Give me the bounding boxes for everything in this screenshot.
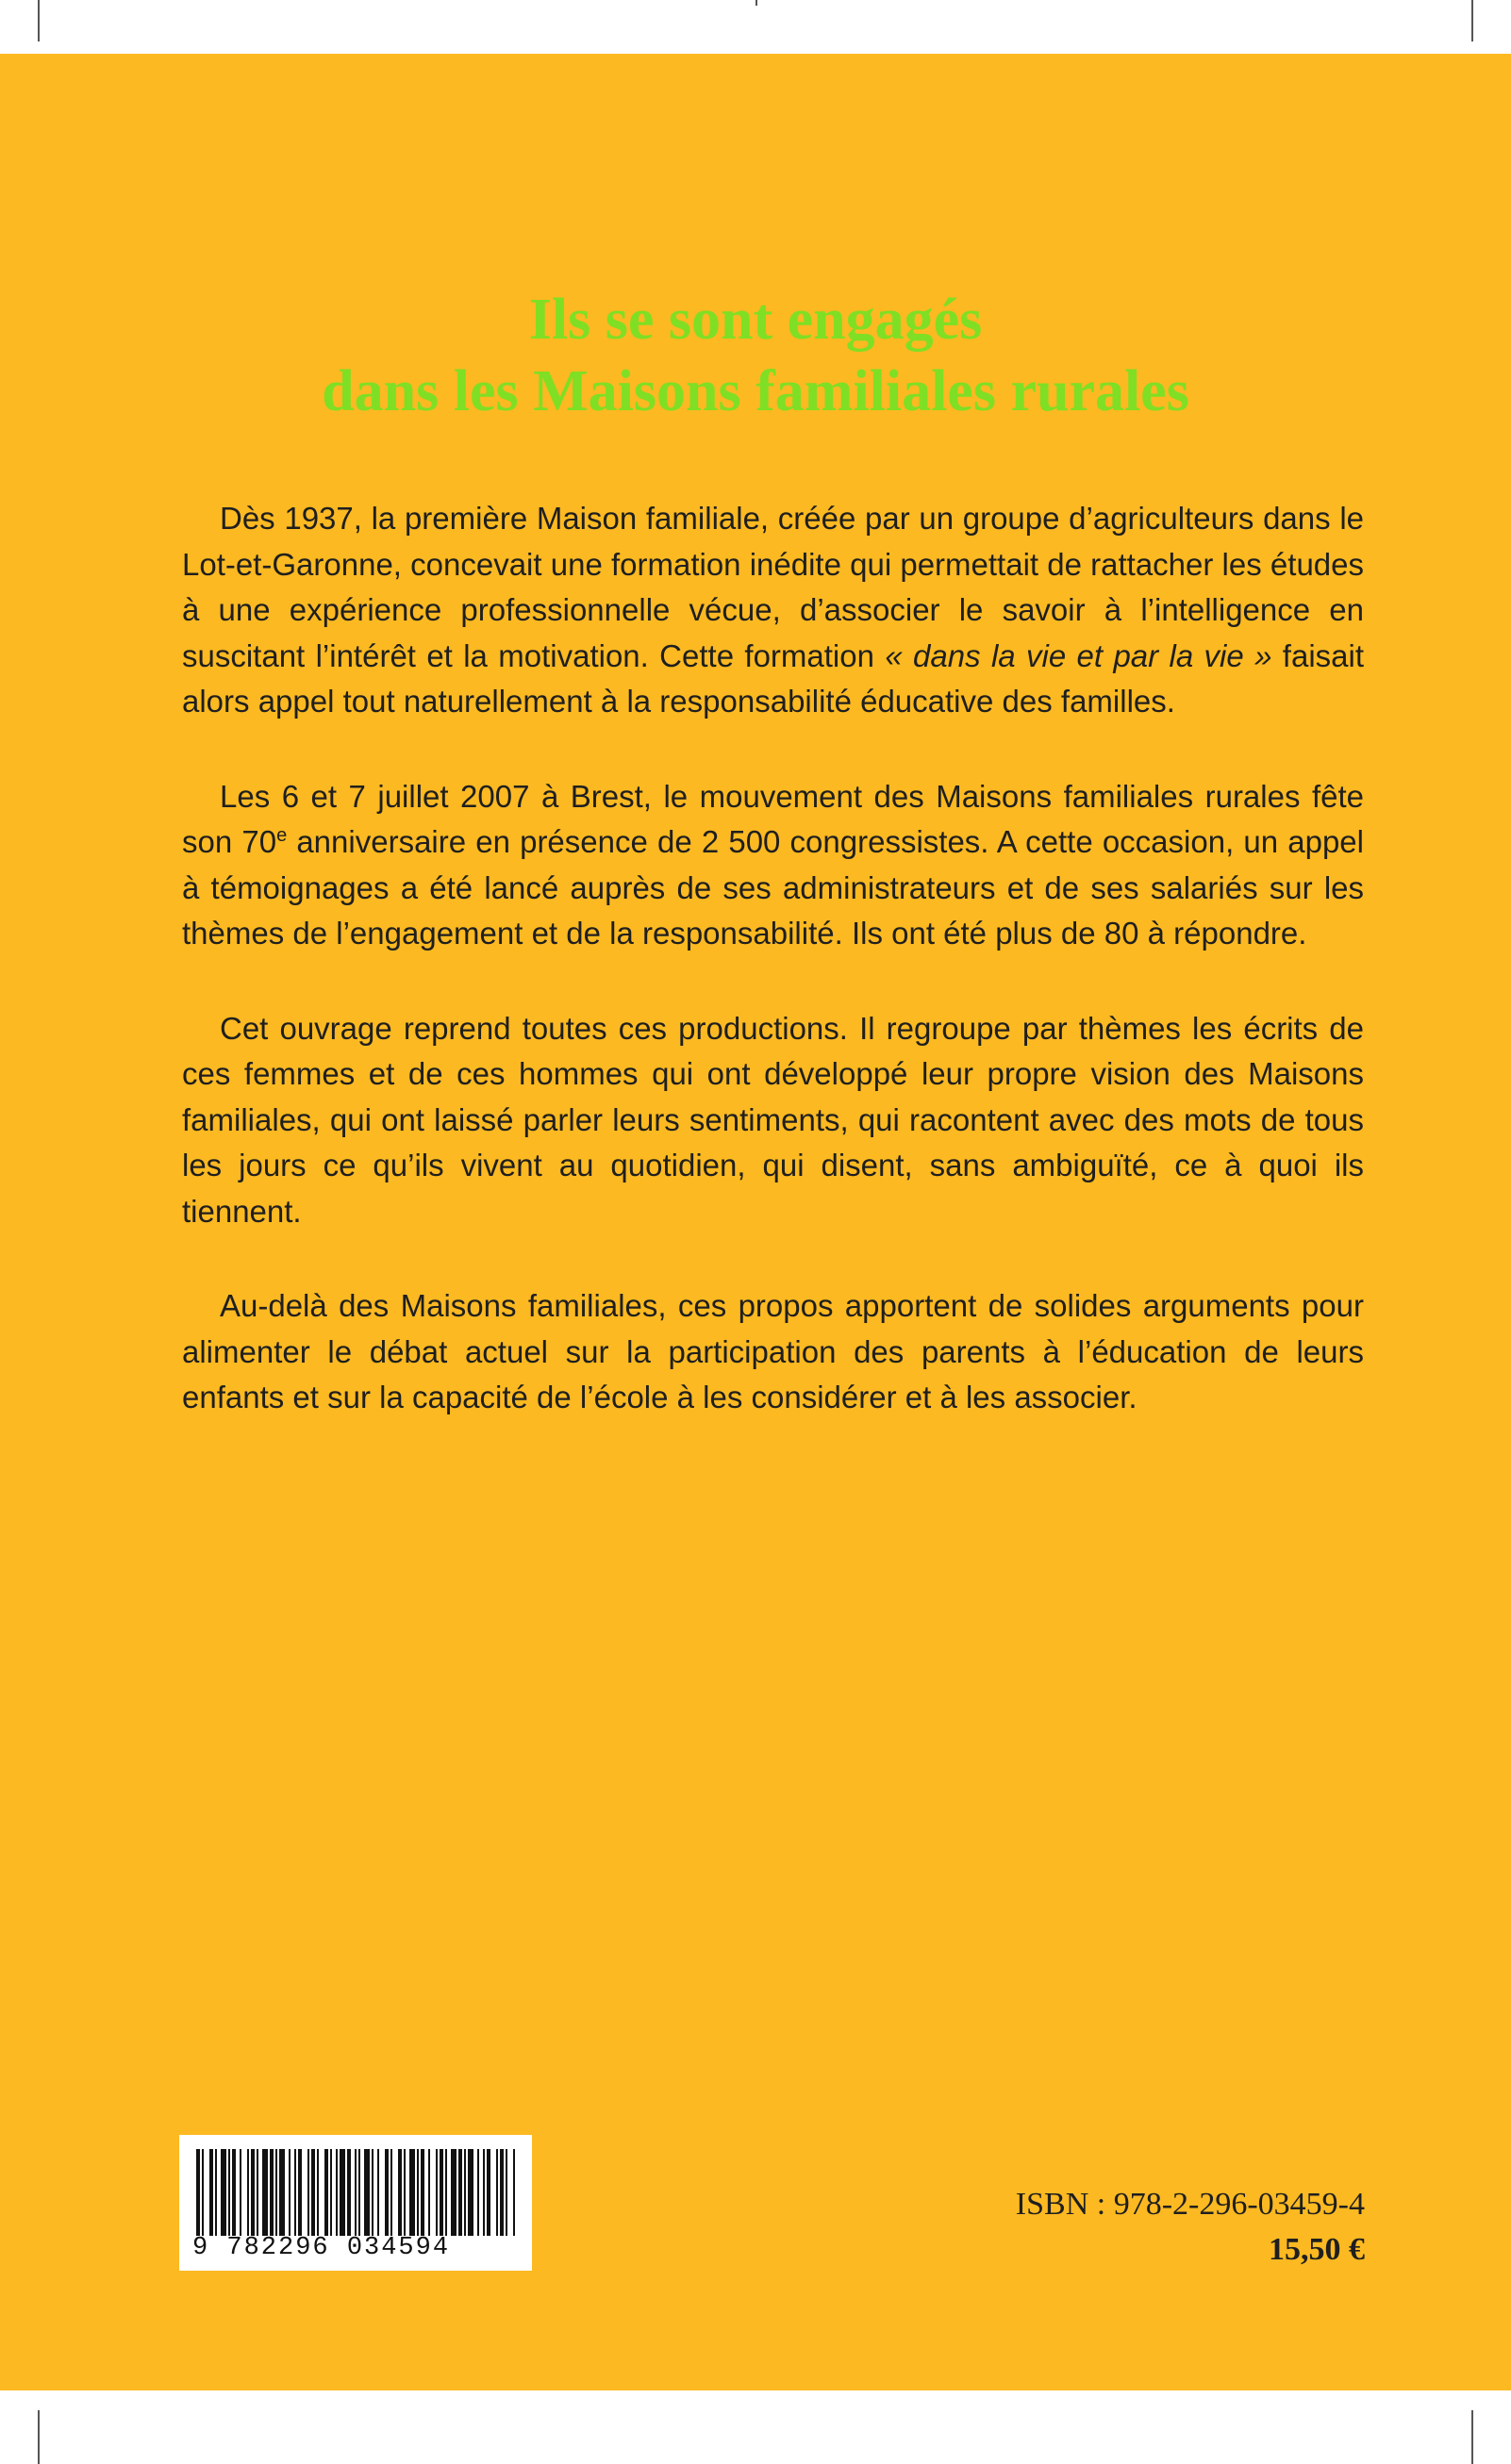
barcode-bar [232,2149,236,2236]
barcode-bar [270,2149,274,2236]
barcode-digits: 9 782296 034594 [192,2234,451,2262]
barcode-bar [377,2149,379,2236]
barcode-bar [317,2149,319,2236]
crop-mark-bottom-right [1471,2410,1473,2464]
price: 15,50 € [1269,2232,1365,2267]
barcode-bar [240,2149,241,2236]
barcode-bar [468,2149,473,2236]
blurb [182,496,1364,1470]
barcode-bar [428,2149,430,2236]
barcode-bar [372,2149,374,2236]
barcode-bar [298,2149,302,2236]
barcode-bar [209,2149,213,2236]
barcode-bar [445,2149,447,2236]
barcode-bar [417,2149,419,2236]
barcode-bar [228,2149,230,2236]
barcode-bar [385,2149,389,2236]
barcode-bar [464,2149,466,2236]
barcode-bar [307,2149,309,2236]
barcode-bar [355,2149,357,2236]
superscript-e: e [276,825,288,846]
paragraph-3: Cet ouvrage reprend toutes ces productions. Il regroupe par thèmes les écrits de ces femmes et de ces hommes qui ont développé leur propre vision des Maisons familiales, qui ont laissé parler leurs sentiments, qui racontent avec des mots de tous les jours ce qu’ils vivent au quotidien, qui disent, sans ambiguïté, ce à quoi ils tiennent. [182,1010,1364,1229]
barcode-bar [221,2149,226,2236]
paragraph-1: Dès 1937, la première Maison familiale, créée par un groupe d’agriculteurs dans le Lot-et-Garonne, concevait une formation inédite qui permettait de rattacher les études à une expérience professionnelle vécue, d’associer le savoir à l’intelligence en suscitant l’intérêt et la motivation. Cette formation « dans la vie et par la vie » faisait alors appel tout naturellement à la responsabilité éducative des familles. [182,501,1365,719]
barcode-bar [390,2149,392,2236]
barcode-bar [215,2149,217,2236]
barcode-bar [340,2149,345,2236]
barcode-bar [247,2149,249,2236]
barcode-bars [196,2149,515,2236]
barcode-bar [275,2149,277,2236]
barcode-bar [506,2149,507,2236]
barcode-bar [487,2149,490,2236]
barcode [179,2135,532,2271]
paragraph-2: Les 6 et 7 juillet 2007 à Brest, le mouvement des Maisons familiales rurales fête son 70e anniversaire en présence de 2 500 congressistes. A cette occasion, un appel à témoignages a été lancé auprès de ses administrateurs et de ses salariés sur les thèmes de l’engagement et de la responsabilité. Ils ont été plus de 80 à répondre. [182,778,1364,951]
barcode-bar [477,2149,479,2236]
barcode-bar [311,2149,315,2236]
paragraph-4: Au-delà des Maisons familiales, ces propos apportent de solides arguments pour alimenter le débat actuel sur la participation des parents à l’éducation de leurs enfants et sur la capacité de l’école à les considérer et à les associer. [182,1288,1364,1414]
title-line-2: dans les Maisons familiales rurales [322,359,1189,423]
barcode-bar [324,2149,328,2236]
barcode-bar [404,2149,406,2236]
book-title [0,284,1511,427]
crop-mark-top-left [38,0,40,41]
barcode-bar [196,2149,200,2236]
barcode-bar [202,2149,204,2236]
barcode-bar [496,2149,498,2236]
barcode-bar [294,2149,296,2236]
crop-mark-top-center [756,0,757,6]
barcode-bar [451,2149,457,2236]
barcode-bar [421,2149,424,2236]
barcode-bar [398,2149,402,2236]
barcode-bar [336,2149,338,2236]
barcode-bar [440,2149,443,2236]
barcode-bar [513,2149,515,2236]
barcode-bar [483,2149,485,2236]
barcode-bar [364,2149,370,2236]
crop-mark-top-right [1471,0,1473,41]
barcode-bar [257,2149,258,2236]
barcode-bar [358,2149,360,2236]
barcode-bar [251,2149,255,2236]
crop-mark-bottom-left [38,2410,40,2464]
isbn: ISBN : 978-2-296-03459-4 [1015,2187,1365,2222]
barcode-bar [262,2149,268,2236]
barcode-bar [330,2149,332,2236]
barcode-bar [500,2149,504,2236]
barcode-bar [436,2149,438,2236]
italic-quote: « dans la vie et par la vie » [885,637,1272,673]
barcode-bar [289,2149,291,2236]
barcode-bar [409,2149,415,2236]
barcode-bar [458,2149,462,2236]
title-line-1: Ils se sont engagés [528,288,983,352]
barcode-bar [279,2149,285,2236]
barcode-bar [347,2149,351,2236]
